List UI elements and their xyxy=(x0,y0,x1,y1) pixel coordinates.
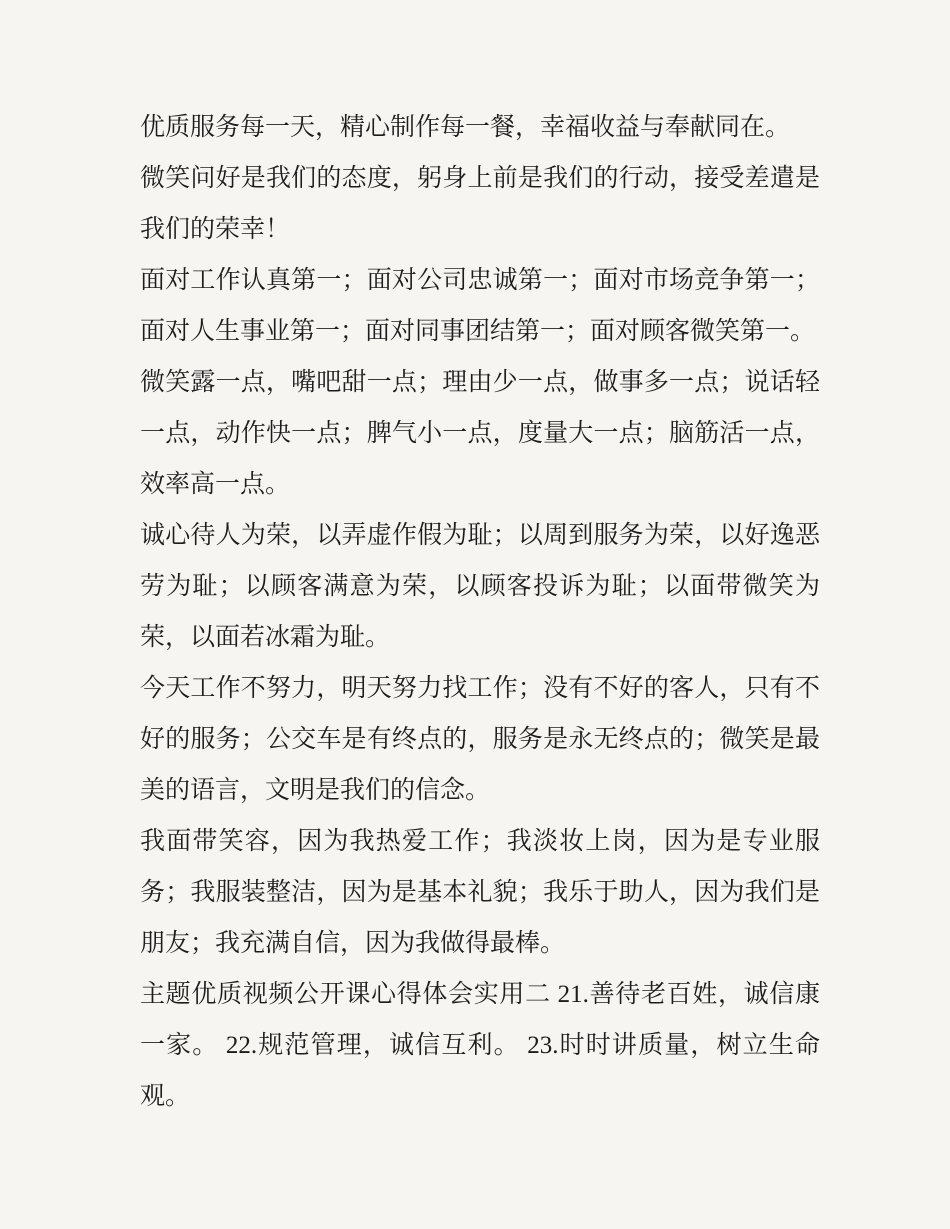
text-line: 今天工作不努力，明天努力找工作；没有不好的客人，只有不 xyxy=(140,675,820,702)
text-line: 面对人生事业第一；面对同事团结第一；面对顾客微笑第一。 xyxy=(140,318,816,345)
text-line: 我面带笑容，因为我热爱工作；我淡妆上岗，因为是专业服 xyxy=(140,828,820,855)
paragraph-3 xyxy=(140,255,820,357)
paragraph-1 xyxy=(140,102,820,153)
text-line: 一家。 22.规范管理，诚信互利。 23.时时讲质量，树立生命 xyxy=(140,1032,820,1059)
paragraph-6 xyxy=(140,663,820,816)
text-line: 诚心待人为荣，以弄虚作假为耻；以周到服务为荣，以好逸恶 xyxy=(140,522,820,549)
text-line: 观。 xyxy=(140,1083,191,1110)
paragraph-7 xyxy=(140,816,820,969)
text-line: 我们的荣幸！ xyxy=(140,216,291,243)
text-line: 务；我服装整洁，因为是基本礼貌；我乐于助人，因为我们是 xyxy=(140,879,820,906)
text-line: 微笑露一点，嘴吧甜一点；理由少一点，做事多一点；说话轻 xyxy=(140,369,820,396)
paragraph-2 xyxy=(140,153,820,255)
text-line: 效率高一点。 xyxy=(140,471,291,498)
text-line: 微笑问好是我们的态度，躬身上前是我们的行动，接受差遣是 xyxy=(140,165,820,192)
text-line: 主题优质视频公开课心得体会实用二 21.善待老百姓，诚信康 xyxy=(140,981,820,1008)
text-line: 一点，动作快一点；脾气小一点，度量大一点；脑筋活一点， xyxy=(140,420,820,447)
paragraph-5 xyxy=(140,510,820,663)
document-text-body xyxy=(140,102,820,1122)
text-line: 优质服务每一天，精心制作每一餐，幸福收益与奉献同在。 xyxy=(140,114,791,141)
text-line: 荣，以面若冰霜为耻。 xyxy=(140,624,391,651)
text-line: 面对工作认真第一；面对公司忠诚第一；面对市场竞争第一； xyxy=(140,267,820,294)
paragraph-8 xyxy=(140,969,820,1122)
text-line: 好的服务；公交车是有终点的，服务是永无终点的；微笑是最 xyxy=(140,726,820,753)
text-line: 朋友；我充满自信，因为我做得最棒。 xyxy=(140,930,566,957)
text-line: 美的语言，文明是我们的信念。 xyxy=(140,777,491,804)
text-line: 劳为耻；以顾客满意为荣，以顾客投诉为耻；以面带微笑为 xyxy=(140,573,820,600)
paragraph-4 xyxy=(140,357,820,510)
